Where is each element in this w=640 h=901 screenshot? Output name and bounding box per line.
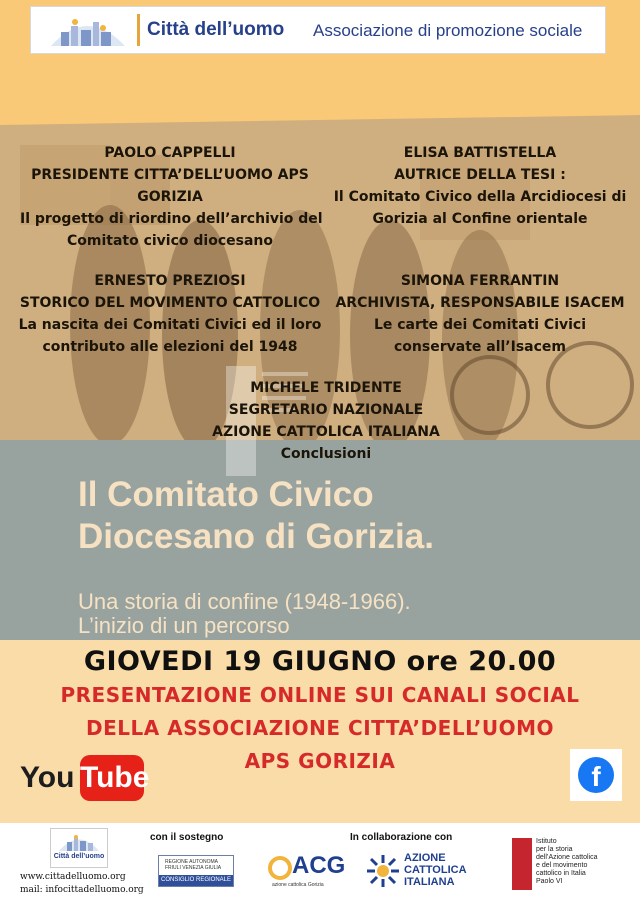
- footer-org-logo: [50, 828, 108, 868]
- facebook-icon[interactable]: [570, 749, 622, 801]
- event-description-line: DELLA ASSOCIAZIONE CITTA’DELL’UOMO: [86, 716, 554, 740]
- speaker-name: ERNESTO PREZIOSI: [94, 273, 246, 289]
- main-title-line: Il Comitato Civico: [78, 475, 374, 514]
- speaker-topic: La nascita dei Comitati Civici ed il loro: [18, 317, 322, 333]
- logo-divider: [137, 14, 140, 46]
- aci-line: AZIONE: [404, 852, 446, 864]
- collaboration-label: In collaborazione con: [350, 832, 453, 843]
- speaker-paolo-cappelli: [20, 142, 323, 252]
- main-title: [78, 474, 434, 558]
- region-name: REGIONE AUTONOMA FRIULI VENEZIA GIULIA: [165, 859, 222, 871]
- acg-subtitle: azione cattolica Gorizia: [272, 882, 324, 888]
- regional-council-logo: [158, 855, 234, 887]
- speaker-topic: Gorizia al Confine orientale: [372, 211, 588, 227]
- subtitle-line: L’inizio di un percorso: [78, 613, 290, 638]
- acg-circle-icon: [268, 856, 292, 880]
- isacem-line: e del movimento: [536, 862, 588, 869]
- aci-line: CATTOLICA: [404, 864, 467, 876]
- speaker-simona-ferrantin: [335, 270, 625, 358]
- main-title-line: Diocesano di Gorizia.: [78, 517, 434, 556]
- acg-logo: [268, 852, 346, 892]
- speaker-michele-tridente: [170, 377, 482, 465]
- speaker-topic: Il progetto di riordino dell’archivio del: [20, 211, 323, 227]
- speaker-elisa-battistella: [325, 142, 635, 230]
- speaker-role: STORICO DEL MOVIMENTO CATTOLICO: [19, 295, 321, 311]
- subtitle-line: Una storia di confine (1948-1966).: [78, 589, 411, 614]
- event-description-line: APS GORIZIA: [244, 749, 396, 773]
- isacem-text: [536, 838, 598, 886]
- speaker-topic: Il Comitato Civico della Arcidiocesi di: [333, 189, 627, 205]
- subtitle: [78, 590, 411, 638]
- footer-website-link[interactable]: www.cittadelluomo.org: [20, 872, 126, 882]
- footer-logo-name: Città dell’uomo: [53, 853, 105, 860]
- youtube-you-text: You: [20, 761, 75, 794]
- isacem-line: dell’Azione cattolica: [536, 854, 598, 861]
- speaker-topic: contributo alle elezioni del 1948: [42, 339, 298, 355]
- speaker-role: SEGRETARIO NAZIONALE: [228, 402, 424, 418]
- youtube-tube-text: Tube: [80, 755, 144, 801]
- speaker-role: AZIONE CATTOLICA ITALIANA: [212, 424, 440, 440]
- isacem-line: cattolico in Italia: [536, 870, 586, 877]
- aci-line: ITALIANA: [404, 876, 455, 888]
- event-description-line: PRESENTAZIONE ONLINE SUI CANALI SOCIAL: [60, 683, 580, 707]
- speaker-name: ELISA BATTISTELLA: [403, 145, 557, 161]
- speaker-topic: Conclusioni: [280, 446, 372, 462]
- azione-cattolica-logo: [364, 852, 468, 892]
- isacem-line: per la storia: [536, 846, 573, 853]
- org-subtitle: Associazione di promozione sociale: [313, 21, 583, 40]
- facebook-glyph: f: [578, 757, 614, 793]
- speaker-role: ARCHIVISTA, RESPONSABILE ISACEM: [335, 295, 625, 311]
- city-skyline-icon: [57, 832, 101, 852]
- isacem-logo: [512, 838, 598, 894]
- support-label: con il sostegno: [150, 832, 224, 843]
- speaker-role: GORIZIA: [137, 189, 203, 205]
- youtube-logo[interactable]: [20, 755, 150, 803]
- acg-text: ACG: [292, 852, 346, 879]
- isacem-line: Paolo VI: [536, 878, 563, 885]
- speaker-topic: Le carte dei Comitati Civici: [373, 317, 587, 333]
- aci-text: [404, 852, 467, 888]
- speaker-topic: Comitato civico diocesano: [66, 233, 273, 249]
- speaker-name: PAOLO CAPPELLI: [104, 145, 236, 161]
- footer-mail[interactable]: mail: infocittadelluomo.org: [20, 885, 144, 895]
- speaker-name: SIMONA FERRANTIN: [400, 273, 560, 289]
- city-skyline-icon: [45, 12, 129, 48]
- org-name: Città dell’uomo: [147, 19, 285, 40]
- sunburst-icon: [366, 854, 400, 888]
- speaker-role: PRESIDENTE CITTA’DELL’UOMO APS: [31, 167, 309, 183]
- speaker-ernesto-preziosi: [10, 270, 330, 358]
- isacem-line: Istituto: [536, 838, 557, 845]
- event-date: GIOVEDI 19 GIUGNO ore 20.00: [83, 646, 557, 677]
- region-council: CONSIGLIO REGIONALE: [159, 875, 233, 886]
- isacem-mark-icon: [512, 838, 532, 890]
- header-logo-box: [30, 6, 606, 54]
- speaker-topic: conservate all’Isacem: [394, 339, 566, 355]
- speaker-role: AUTRICE DELLA TESI :: [394, 167, 566, 183]
- speaker-name: MICHELE TRIDENTE: [250, 380, 402, 396]
